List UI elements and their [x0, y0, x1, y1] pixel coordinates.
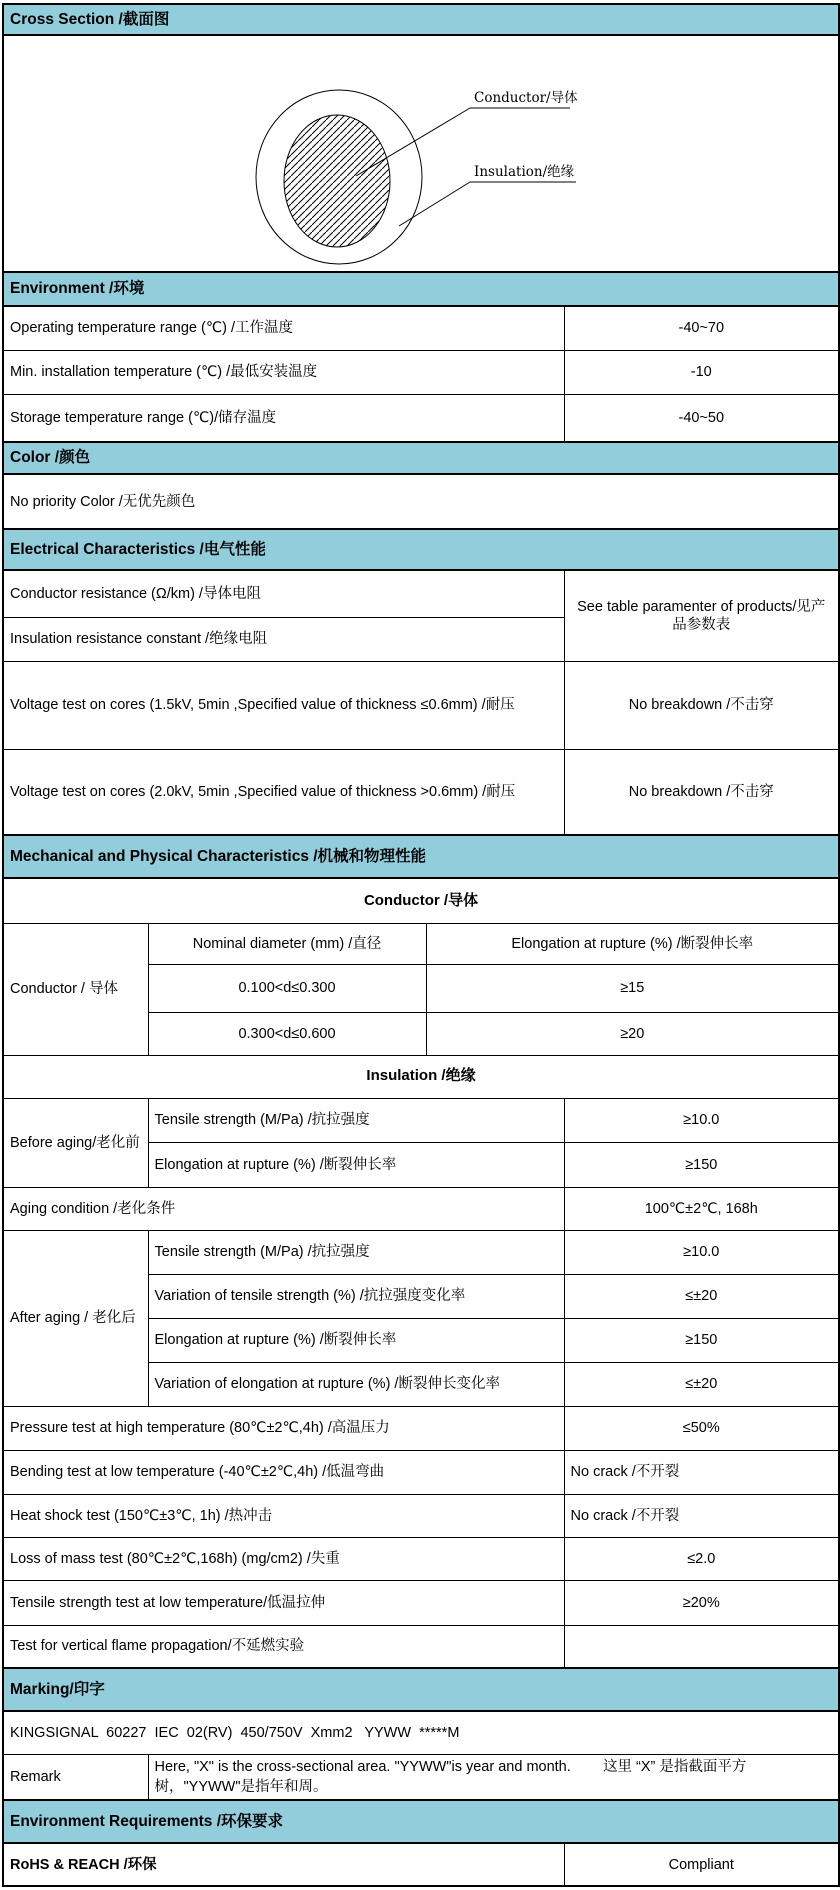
conductor-callout-label: Conductor/导体 — [474, 90, 578, 106]
voltage-test-label: Voltage test on cores (2.0kV, 5min ,Specified value of thickness >0.6mm) /耐压 — [3, 749, 564, 835]
conductor-col-header-elongation: Elongation at rupture (%) /断裂伸长率 — [426, 923, 839, 964]
section-header-cross-section: Cross Section /截面图 — [3, 4, 839, 35]
after-aging-test-value: ≤±20 — [564, 1274, 839, 1318]
electrical-grouped-value: See table paramenter of products/见产品参数表 — [564, 570, 839, 661]
section-header-environment-requirements: Environment Requirements /环保要求 — [3, 1800, 839, 1843]
insulation-callout-label: Insulation/绝缘 — [474, 164, 575, 180]
after-aging-group-label: After aging / 老化后 — [3, 1230, 148, 1406]
before-aging-test-label: Tensile strength (M/Pa) /抗拉强度 — [148, 1098, 564, 1142]
color-note: No priority Color /无优先颜色 — [3, 474, 839, 529]
mech-test-value: ≤50% — [564, 1406, 839, 1450]
conductor-diameter-value: 0.300<d≤0.600 — [148, 1012, 426, 1055]
after-aging-test-value: ≤±20 — [564, 1362, 839, 1406]
env-row-value: -10 — [564, 350, 839, 394]
remark-text: Here, "X" is the cross-sectional area. "YYWW"is year and month. 这里 “X” 是指截面平方树，"YYWW"是指年和周。 — [148, 1754, 839, 1800]
conductor-subsection-title: Conductor /导体 — [3, 878, 839, 923]
section-header-marking: Marking/印字 — [3, 1668, 839, 1711]
env-row-label: Storage temperature range (℃)/储存温度 — [3, 394, 564, 442]
insulation-subsection-title: Insulation /绝缘 — [3, 1055, 839, 1098]
after-aging-test-label: Variation of tensile strength (%) /抗拉强度变化率 — [148, 1274, 564, 1318]
section-header-color: Color /颜色 — [3, 442, 839, 474]
mech-test-label: Bending test at low temperature (-40℃±2℃,4h) /低温弯曲 — [3, 1450, 564, 1494]
mech-test-value: ≤2.0 — [564, 1537, 839, 1580]
conductor-group-label: Conductor / 导体 — [3, 923, 148, 1055]
before-aging-group-label: Before aging/老化前 — [3, 1098, 148, 1187]
mech-test-label: Pressure test at high temperature (80℃±2℃,4h) /高温压力 — [3, 1406, 564, 1450]
mech-test-label: Test for vertical flame propagation/不延燃实验 — [3, 1625, 564, 1668]
section-header-environment: Environment /环境 — [3, 272, 839, 306]
after-aging-test-label: Elongation at rupture (%) /断裂伸长率 — [148, 1318, 564, 1362]
rohs-reach-label: RoHS & REACH /环保 — [3, 1843, 564, 1886]
conductor-elongation-value: ≥15 — [426, 964, 839, 1012]
mech-test-value: No crack /不开裂 — [564, 1450, 839, 1494]
before-aging-test-value: ≥150 — [564, 1142, 839, 1187]
env-row-value: -40~50 — [564, 394, 839, 442]
marking-code-line: KINGSIGNAL 60227 IEC 02(RV) 450/750V Xmm2 YYWW *****M — [3, 1711, 839, 1754]
aging-condition-value: 100℃±2℃, 168h — [564, 1187, 839, 1230]
before-aging-test-value: ≥10.0 — [564, 1098, 839, 1142]
mech-test-label: Heat shock test (150℃±3℃, 1h) /热冲击 — [3, 1494, 564, 1537]
section-header-mechanical: Mechanical and Physical Characteristics /机械和物理性能 — [3, 835, 839, 878]
mech-test-value: ≥20% — [564, 1580, 839, 1625]
after-aging-test-label: Tensile strength (M/Pa) /抗拉强度 — [148, 1230, 564, 1274]
spec-table — [2, 3, 840, 1887]
after-aging-test-value: ≥10.0 — [564, 1230, 839, 1274]
before-aging-test-label: Elongation at rupture (%) /断裂伸长率 — [148, 1142, 564, 1187]
after-aging-test-value: ≥150 — [564, 1318, 839, 1362]
conductor-col-header-diameter: Nominal diameter (mm) /直径 — [148, 923, 426, 964]
after-aging-test-label: Variation of elongation at rupture (%) /断裂伸长变化率 — [148, 1362, 564, 1406]
cable-cross-section-drawing — [4, 36, 836, 266]
electrical-row-label: Conductor resistance (Ω/km) /导体电阻 — [3, 570, 564, 617]
rohs-reach-value: Compliant — [564, 1843, 839, 1886]
remark-label: Remark — [3, 1754, 148, 1800]
mech-test-value: No crack /不开裂 — [564, 1494, 839, 1537]
mech-test-value — [564, 1625, 839, 1668]
voltage-test-label: Voltage test on cores (1.5kV, 5min ,Specified value of thickness ≤0.6mm) /耐压 — [3, 661, 564, 749]
mech-test-label: Tensile strength test at low temperature/低温拉伸 — [3, 1580, 564, 1625]
mech-test-label: Loss of mass test (80℃±2℃,168h) (mg/cm2) /失重 — [3, 1537, 564, 1580]
aging-condition-label: Aging condition /老化条件 — [3, 1187, 564, 1230]
conductor-elongation-value: ≥20 — [426, 1012, 839, 1055]
cross-section-diagram — [3, 35, 839, 272]
voltage-test-value: No breakdown /不击穿 — [564, 661, 839, 749]
env-row-label: Min. installation temperature (℃) /最低安装温度 — [3, 350, 564, 394]
conductor-core-shape — [284, 115, 390, 247]
conductor-diameter-value: 0.100<d≤0.300 — [148, 964, 426, 1012]
insulation-leader-line — [399, 182, 470, 226]
electrical-row-label: Insulation resistance constant /绝缘电阻 — [3, 617, 564, 661]
voltage-test-value: No breakdown /不击穿 — [564, 749, 839, 835]
section-header-electrical: Electrical Characteristics /电气性能 — [3, 529, 839, 570]
env-row-value: -40~70 — [564, 306, 839, 350]
env-row-label: Operating temperature range (℃) /工作温度 — [3, 306, 564, 350]
